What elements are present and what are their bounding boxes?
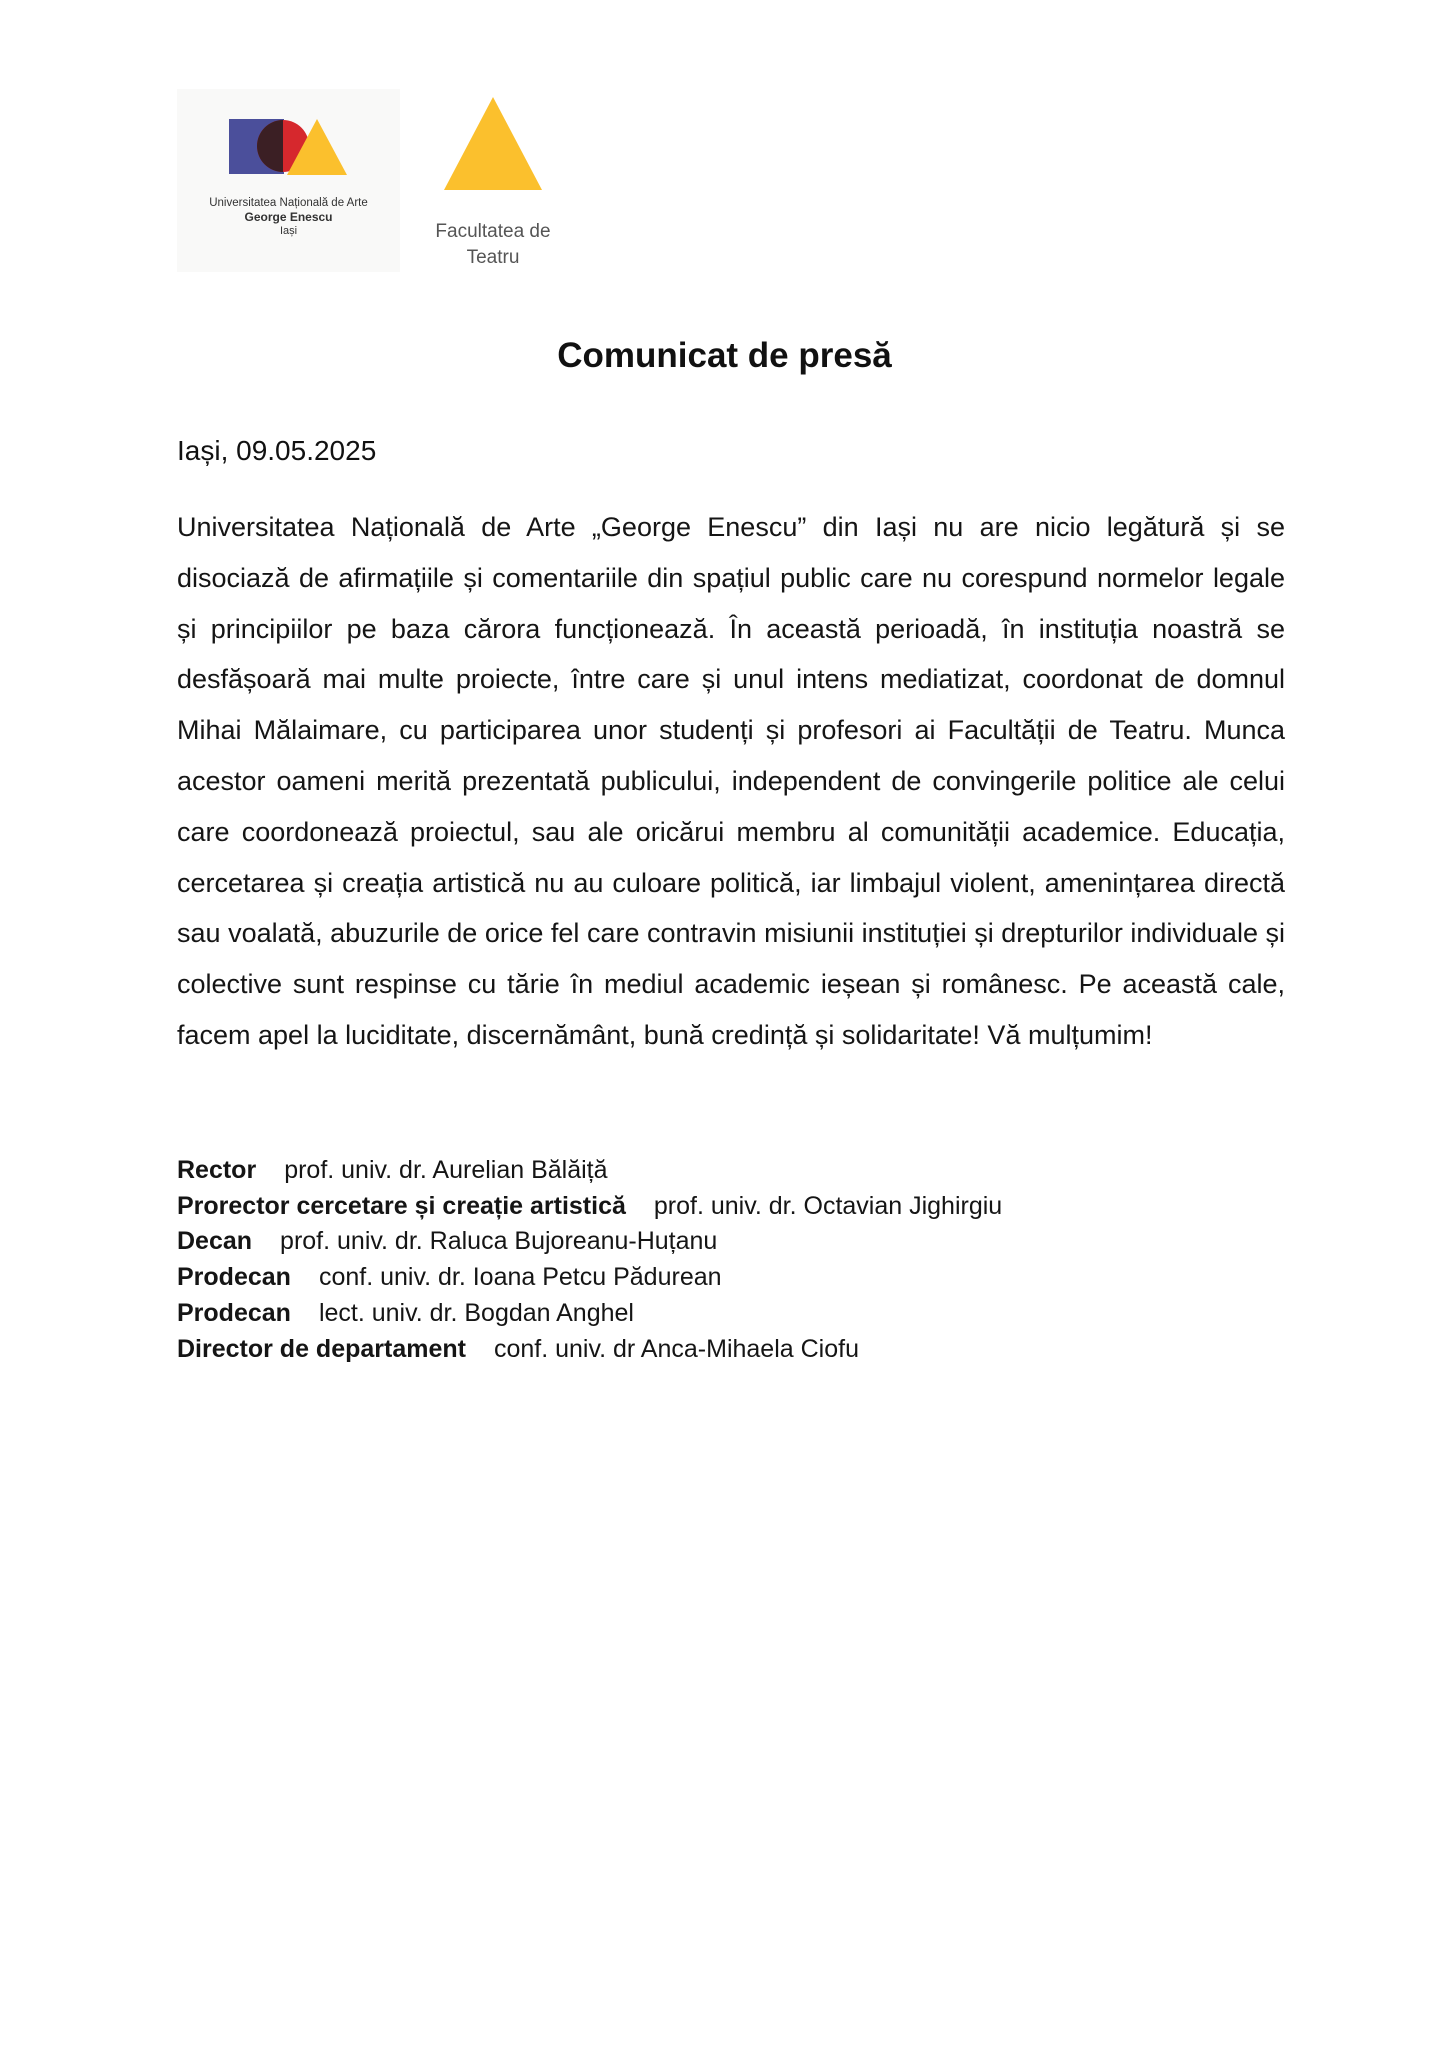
university-logo bbox=[177, 89, 400, 272]
signature-name: prof. univ. dr. Raluca Bujoreanu-Huțanu bbox=[280, 1227, 718, 1256]
university-city: Iași bbox=[279, 225, 298, 237]
signature-role: Prorector cercetare și creație artistică bbox=[177, 1191, 626, 1220]
signature-row bbox=[177, 1153, 1285, 1189]
date-line: Iași, 09.05.2025 bbox=[177, 435, 377, 466]
university-logo-mark-icon bbox=[177, 89, 400, 272]
signature-list bbox=[177, 1153, 1285, 1367]
press-release-body: Universitatea Națională de Arte „George Enescu” din Iași nu are nicio legătură și se disociază de afirmațiile și comentariile din spațiul public care nu corespund normelor legale și principiilor pe baza cărora funcționează. În această perioadă, în instituția noastră se desfășoară mai multe proiecte, între care și unul intens mediatizat, coordonat de domnul Mihai Mălaimare, cu participarea unor studenți și profesori ai Facultății de Teatru. Munca acestor oameni merită prezentată publicului, independent de convingerile politice ale celui care coordonează proiectul, sau ale oricărui membru al comunității academice. Educația, cercetarea și creația artistică nu au culoare politică, iar limbajul violent, amenințarea directă sau voalată, abuzurile de orice fel care contravin misiunii instituției și drepturilor individuale și colective sunt respinse cu tărie în mediul academic ieșean și românesc. Pe această cale, facem apel la luciditate, discernământ, bună credință și solidaritate! Vă mulțumim! bbox=[177, 512, 1285, 1050]
signature-name: conf. univ. dr. Ioana Petcu Pădurean bbox=[318, 1263, 722, 1292]
signature-row bbox=[177, 1332, 1285, 1368]
signature-row bbox=[177, 1296, 1285, 1332]
faculty-name-line2: Teatru bbox=[466, 247, 520, 268]
signature-role: Prodecan bbox=[177, 1263, 291, 1292]
signature-role: Rector bbox=[177, 1156, 257, 1184]
faculty-name-line1: Facultatea de bbox=[435, 221, 551, 242]
signature-name: prof. univ. dr. Aurelian Bălăiță bbox=[284, 1156, 608, 1184]
faculty-logo bbox=[418, 89, 568, 279]
faculty-triangle-icon bbox=[418, 89, 568, 199]
signature-role: Decan bbox=[177, 1227, 253, 1256]
faculty-triangle-shape bbox=[444, 97, 542, 190]
signature-name: lect. univ. dr. Bogdan Anghel bbox=[318, 1298, 634, 1327]
signature-role: Director de departament bbox=[177, 1334, 466, 1363]
signature-row bbox=[177, 1224, 1285, 1260]
signature-name: prof. univ. dr. Octavian Jighirgiu bbox=[653, 1191, 1003, 1220]
page-title: Comunicat de presă bbox=[557, 336, 892, 375]
university-name-line2: George Enescu bbox=[244, 210, 333, 224]
signature-role: Prodecan bbox=[177, 1298, 291, 1327]
university-name-line1: Universitatea Națională de Arte bbox=[209, 197, 368, 209]
signature-row bbox=[177, 1260, 1285, 1296]
signature-name: conf. univ. dr Anca-Mihaela Ciofu bbox=[493, 1334, 859, 1363]
signature-row bbox=[177, 1189, 1285, 1225]
